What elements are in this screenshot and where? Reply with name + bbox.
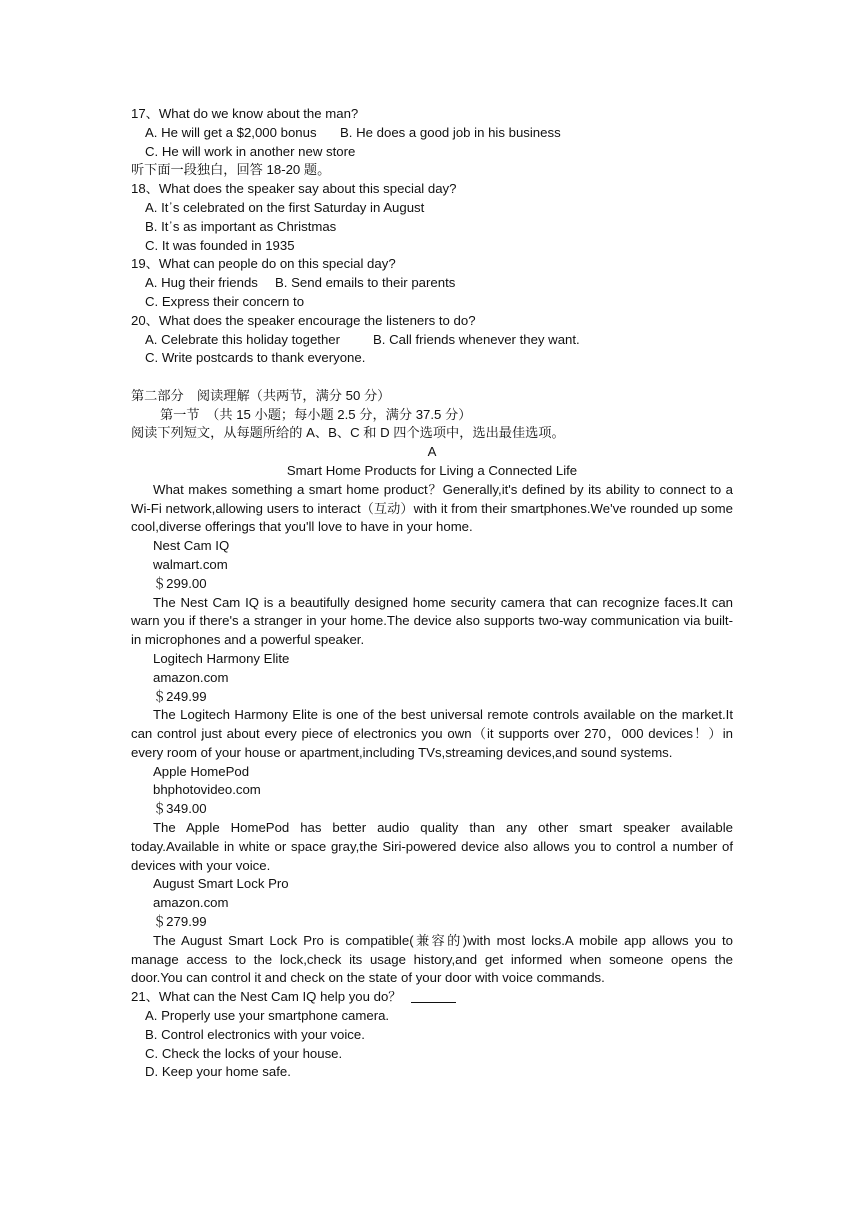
- option-c: C. Express their concern to: [145, 293, 305, 309]
- product-price: ＄299.00: [153, 575, 207, 591]
- product-site: amazon.com: [153, 669, 229, 685]
- option-a: A. He will get a $2,000 bonus: [145, 124, 317, 140]
- product-name: Apple HomePod: [153, 763, 250, 779]
- product-site: walmart.com: [153, 556, 228, 572]
- option-c: C. He will work in another new store: [145, 143, 356, 159]
- option-a: A. Properly use your smartphone camera.: [145, 1008, 390, 1024]
- option-d: D. Keep your home safe.: [145, 1064, 291, 1080]
- product-description: The Apple HomePod has better audio quality than any other smart speaker available today.Available in white or space gray,the Siri-powered device also allows you to control a number of devices with your voice.: [131, 820, 733, 873]
- question-21-stem: 21、What can the Nest Cam IQ help you do？: [131, 989, 402, 1005]
- passage-intro: What makes something a smart home product？Generally,it's defined by its ability to connect to a Wi-Fi network,allowing users to interact（互动）with it from their smartphones.We've rounded up some cool,diverse offerings that you'll love to have in your home.: [131, 481, 733, 535]
- option-c: C. It was founded in 1935: [145, 237, 295, 253]
- option-c: C. Check the locks of your house.: [145, 1045, 343, 1061]
- passage-letter: A: [427, 444, 437, 460]
- option-a: A. Celebrate this holiday together: [145, 331, 340, 347]
- product-price: ＄349.00: [153, 801, 207, 817]
- answer-blank: [411, 990, 456, 1003]
- product-price: ＄279.99: [153, 914, 207, 930]
- spacer: [131, 368, 733, 387]
- product-description: The Nest Cam IQ is a beautifully designed home security camera that can recognize faces.It can warn you if there's a stranger in your home.The device also supports two-way communication via built-in microphones and a powerful speaker.: [131, 594, 733, 648]
- product-description: The Logitech Harmony Elite is one of the best universal remote controls available on the market.It can control just about every piece of electronics you own（it supports over 270，000 devices！）in every room of your house or apartment,including TVs,streaming devices,and sound systems.: [131, 707, 733, 760]
- option-b: B. Control electronics with your voice.: [145, 1026, 365, 1042]
- option-a: A. It᾽s celebrated on the first Saturday in August: [145, 199, 425, 215]
- option-b: B. Call friends whenever they want.: [373, 331, 580, 347]
- question-19-options-ab: [131, 274, 733, 293]
- question-17-options-ab: [131, 124, 733, 143]
- part-title: 第二部分 阅读理解（共两节，满分 50 分）: [131, 387, 391, 403]
- question-21-stem-line: [131, 988, 733, 1007]
- product-description: The August Smart Lock Pro is compatible(兼容的)with most locks.A mobile app allows you to manage access to the lock,check its usage history,and get informed when someone opens the door.You can control it and check on the state of your door with voice commands.: [131, 932, 733, 986]
- passage-title: Smart Home Products for Living a Connected Life: [286, 462, 578, 478]
- exam-page: [131, 105, 733, 1082]
- monologue-instruction: 听下面一段独白，回答 18-20 题。: [131, 162, 331, 178]
- option-b: B. He does a good job in his business: [340, 124, 561, 140]
- option-c: C. Write postcards to thank everyone.: [145, 350, 366, 366]
- question-19-stem: 19、What can people do on this special day?: [131, 256, 396, 272]
- option-b: B. It᾽s as important as Christmas: [145, 218, 337, 234]
- question-18-stem: 18、What does the speaker say about this special day?: [131, 181, 457, 197]
- reading-instruction: 阅读下列短文，从每题所给的 A、B、C 和 D 四个选项中，选出最佳选项。: [131, 425, 565, 441]
- question-20-options-ab: [131, 331, 733, 350]
- product-site: bhphotovideo.com: [153, 782, 261, 798]
- product-name: August Smart Lock Pro: [153, 876, 289, 892]
- product-name: Nest Cam IQ: [153, 538, 230, 554]
- product-name: Logitech Harmony Elite: [153, 650, 290, 666]
- product-price: ＄249.99: [153, 688, 207, 704]
- question-20-stem: 20、What does the speaker encourage the listeners to do?: [131, 312, 476, 328]
- question-17-stem: 17、What do we know about the man?: [131, 106, 359, 121]
- option-b: B. Send emails to their parents: [275, 275, 456, 291]
- option-a: A. Hug their friends: [145, 275, 258, 291]
- product-site: amazon.com: [153, 895, 229, 911]
- section-title: 第一节 （共 15 小题；每小题 2.5 分，满分 37.5 分）: [160, 406, 472, 422]
